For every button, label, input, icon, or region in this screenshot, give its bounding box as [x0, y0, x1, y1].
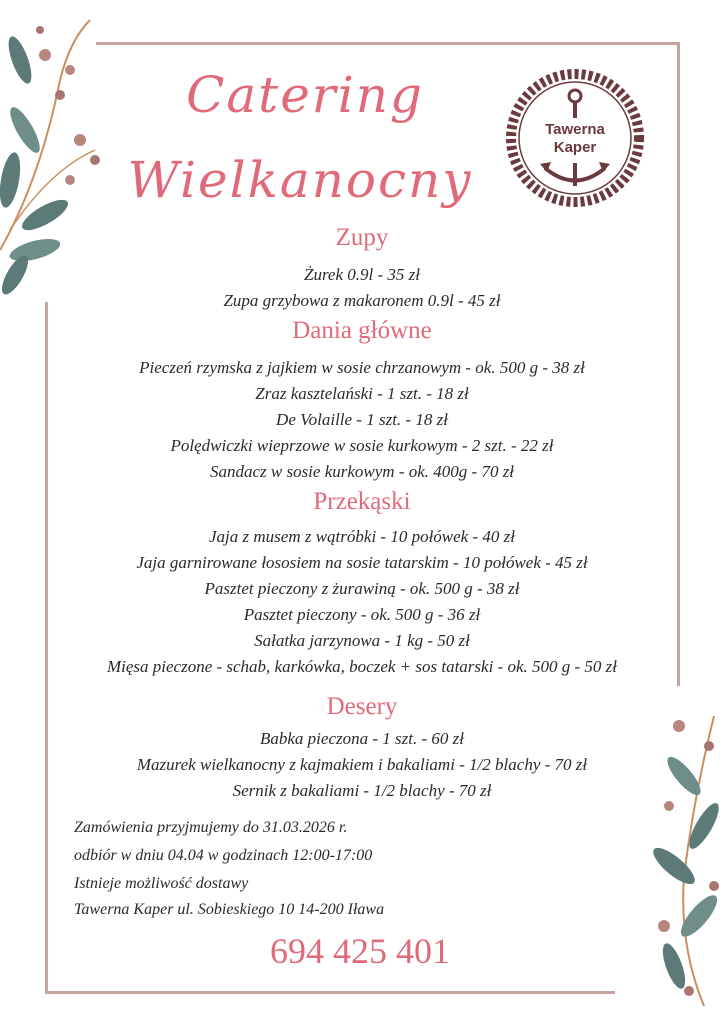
menu-item: Pieczeń rzymska z jajkiem w sosie chrzanowym - ok. 500 g - 38 zł: [139, 358, 585, 377]
logo-name-line-1: Tawerna: [545, 121, 605, 138]
logo-rope-ring-icon: [505, 68, 645, 208]
section-title-dania-glowne: Dania główne: [292, 317, 432, 344]
frame-border-top: [96, 42, 680, 45]
menu-item: Jaja garnirowane łososiem na sosie tatarskim - 10 połówek - 45 zł: [136, 553, 588, 572]
section-title-zupy: Zupy: [335, 224, 389, 251]
menu-item: Zupa grzybowa z makaronem 0.9l - 45 zł: [223, 291, 501, 310]
menu-item: Mięsa pieczone - schab, karkówka, boczek + sos tatarski - ok. 500 g - 50 zł: [106, 657, 618, 676]
title-line-2: Wielkanocny: [127, 151, 473, 209]
frame-border-bottom: [45, 991, 615, 994]
menu-item: De Volaille - 1 szt. - 18 zł: [276, 410, 448, 429]
menu-item: Pasztet pieczony - ok. 500 g - 36 zł: [243, 605, 481, 624]
menu-item: Pasztet pieczony z żurawiną - ok. 500 g - 38 zł: [204, 579, 520, 598]
title-line-1: Catering: [186, 66, 424, 124]
logo-name-line-2: Kaper: [553, 139, 597, 156]
pickup-time-note: odbiór w dniu 04.04 w godzinach 12:00-17:00: [74, 847, 373, 864]
floral-branch-top-left-icon: [0, 0, 110, 300]
menu-item: Sałatka jarzynowa - 1 kg - 50 zł: [254, 631, 470, 650]
section-title-desery: Desery: [326, 693, 398, 720]
menu-item: Zraz kasztelański - 1 szt. - 18 zł: [255, 384, 469, 403]
address-note: Tawerna Kaper ul. Sobieskiego 10 14-200 Iława: [74, 901, 385, 918]
menu-item: Jaja z musem z wątróbki - 10 połówek - 40 zł: [209, 527, 515, 546]
order-deadline-note: Zamówienia przyjmujemy do 31.03.2026 r.: [74, 819, 348, 836]
menu-item: Babka pieczona - 1 szt. - 60 zł: [260, 729, 464, 748]
phone-number[interactable]: 694 425 401: [270, 931, 450, 971]
menu-item: Mazurek wielkanocny z kajmakiem i bakaliami - 1/2 blachy - 70 zł: [136, 755, 588, 774]
delivery-note: Istnieje możliwość dostawy: [74, 875, 249, 892]
menu-item: Sandacz w sosie kurkowym - ok. 400g - 70 zł: [209, 462, 515, 481]
frame-border-right: [677, 42, 680, 686]
menu-item: Sernik z bakaliami - 1/2 blachy - 70 zł: [232, 781, 492, 800]
section-title-przekaski: Przekąski: [313, 488, 411, 515]
menu-item: Polędwiczki wieprzowe w sosie kurkowym - 2 szt. - 22 zł: [170, 436, 554, 455]
menu-item: Żurek 0.9l - 35 zł: [303, 265, 420, 284]
